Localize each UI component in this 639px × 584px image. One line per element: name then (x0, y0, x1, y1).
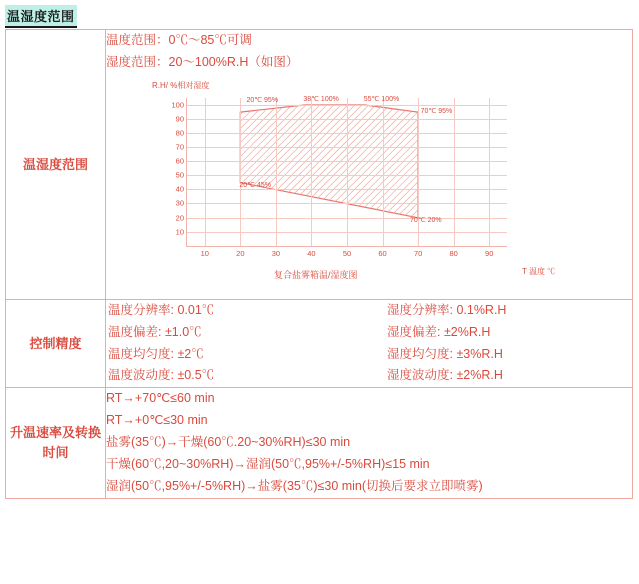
chart-x-tick-label: 10 (200, 248, 209, 258)
chart-annotation: 20℃ 95% (246, 96, 279, 104)
chart-y-axis-label: R.H/ %相对湿度 (152, 80, 210, 90)
chart-gridline-vertical (383, 98, 384, 246)
chart-plot-area (171, 95, 507, 258)
chart-annotation: 70℃ 20% (410, 216, 442, 224)
heating-line-1: RT→+70℃≤60 min (106, 391, 215, 406)
chart-gridline-horizontal (187, 203, 507, 204)
humidity-range-line: 湿度范围：20～100%R.H（如图） (106, 54, 299, 69)
specification-table (5, 29, 633, 499)
table-row (6, 30, 633, 300)
chart-gridline-vertical (276, 98, 277, 246)
chart-x-tick-label: 40 (307, 248, 316, 258)
temp-uniformity: 温度均匀度: ±2℃ (108, 346, 204, 361)
accuracy-temperature-column (106, 300, 369, 388)
heating-line-4: 干燥(60℃,20~30%RH)→湿润(50℃,95%+/-5%RH)≤15 min (106, 456, 430, 471)
temp-deviation: 温度偏差: ±1.0℃ (108, 324, 202, 339)
heating-line-2: RT→+0℃≤30 min (106, 413, 208, 428)
chart-gridline-horizontal (187, 133, 507, 134)
chart-x-tick-label: 80 (449, 248, 458, 258)
chart-gridline-vertical (454, 98, 455, 246)
page-title: 温湿度范围 (5, 5, 77, 28)
chart-y-tick-label: 10 (175, 226, 184, 236)
row-content-control-accuracy (106, 299, 633, 388)
chart-gridline-horizontal (187, 232, 507, 233)
chart-x-tick-label: 50 (342, 248, 352, 258)
chart-x-axis-label: T 温度 ℃ (522, 266, 556, 276)
humidity-uniformity: 湿度均匀度: ±3%R.H (387, 346, 503, 361)
temp-range-line: 温度范围：0℃～85℃可调 (106, 33, 252, 47)
chart-y-tick-label: 20 (175, 212, 184, 222)
chart-y-tick-label: 90 (175, 114, 184, 124)
chart-gridline-horizontal (187, 147, 507, 148)
table-row (6, 388, 633, 498)
chart-gridline-vertical (240, 98, 241, 246)
chart-y-tick-label: 100 (171, 100, 184, 110)
chart-x-tick-label: 90 (485, 248, 494, 258)
chart-gridline-horizontal (187, 218, 507, 219)
temp-fluctuation: 温度波动度: ±0.5℃ (108, 368, 215, 383)
row-content-heating-rate (106, 388, 633, 498)
chart-x-tick-label: 30 (271, 248, 281, 258)
heating-line-3: 盐雾(35℃)→干燥(60℃.20~30%RH)≤30 min (106, 435, 351, 449)
chart-gridline-horizontal (187, 105, 507, 106)
heating-line-5: 湿润(50℃,95%+/-5%RH)→盐雾(35℃)≤30 min(切换后要求立即喷雾) (106, 478, 483, 493)
chart-gridline-horizontal (187, 119, 507, 120)
accuracy-humidity-column (369, 300, 632, 388)
row-label-heating-rate: 升温速率及转换时间 (6, 388, 106, 498)
chart-gridline-vertical (311, 98, 312, 246)
chart-annotation: 38℃ 100% (303, 95, 339, 103)
humidity-fluctuation: 湿度波动度: ±2%R.H (387, 368, 503, 383)
chart-y-tick-label: 70 (175, 142, 184, 152)
chart-x-tick-label: 70 (413, 248, 423, 258)
chart-annotation: 70℃ 95% (420, 108, 453, 116)
humidity-deviation: 湿度偏差: ±2%R.H (387, 324, 491, 339)
chart-y-tick-label: 30 (175, 198, 184, 208)
row-label-control-accuracy: 控制精度 (6, 299, 106, 388)
chart-annotation: 55℃ 100% (363, 95, 400, 103)
chart-gridline-horizontal (187, 175, 507, 176)
row-content-temp-humidity-range (106, 30, 633, 300)
chart-y-tick-label: 80 (175, 128, 184, 138)
chart-gridline-vertical (489, 98, 490, 246)
chart-x-tick-label: 60 (378, 248, 387, 258)
chart-y-tick-label: 40 (175, 184, 184, 194)
temp-resolution: 温度分辨率: 0.01℃ (108, 302, 215, 317)
chart-y-tick-label: 60 (175, 156, 184, 166)
chart-caption: 复合盐雾箱温/湿度图 (274, 269, 358, 280)
chart-gridline-vertical (205, 98, 206, 246)
chart-y-tick-label: 50 (175, 170, 184, 180)
row-label-temp-humidity-range: 温湿度范围 (6, 30, 106, 300)
table-row (6, 299, 633, 388)
temp-humidity-chart (124, 80, 624, 295)
chart-gridline-horizontal (187, 189, 507, 190)
chart-annotation: 20℃ 45% (239, 181, 271, 189)
chart-gridline-vertical (347, 98, 348, 246)
chart-gridline-horizontal (187, 161, 507, 162)
humidity-resolution: 湿度分辨率: 0.1%R.H (387, 302, 507, 317)
chart-x-tick-label: 20 (236, 248, 245, 258)
